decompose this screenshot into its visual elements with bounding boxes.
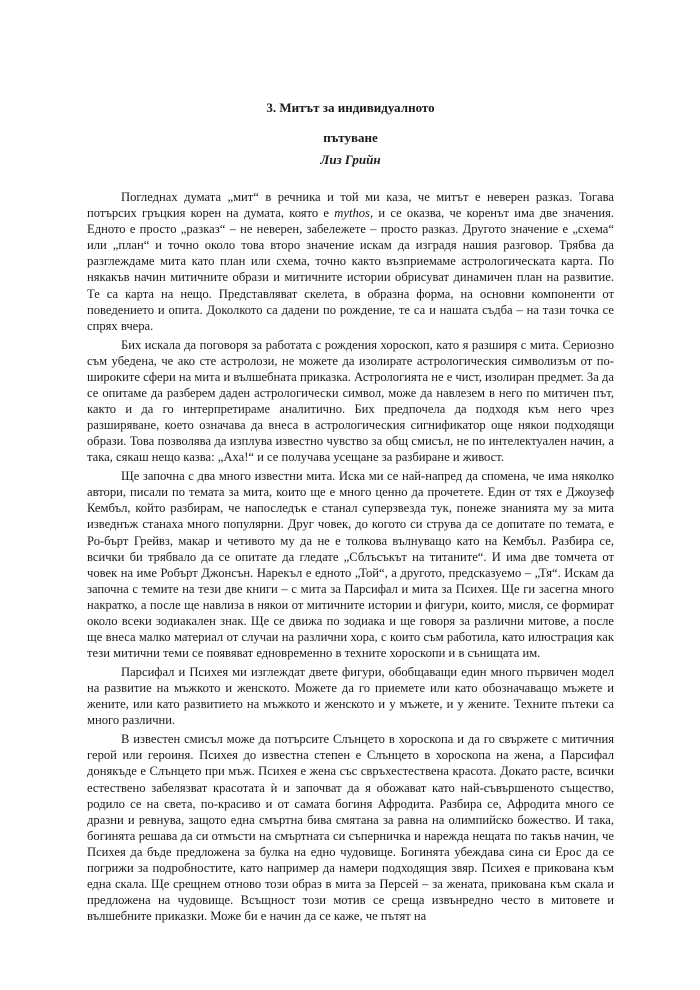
body-text	[87, 189, 614, 924]
paragraph-1-italic-word: mythos,	[334, 206, 374, 221]
chapter-title: 3. Митът за индивидуалното	[266, 100, 435, 115]
chapter-subtitle: пътуване	[323, 130, 378, 145]
paragraph-2: Бих искала да поговоря за работата с рождения хороскоп, като я разширя с мита. Сериозно съм убедена, че ако сте астролози, не можете да изолирате астрологическия символизъм от по-широките сфери на мита и вълшебната приказка. Астрологията не е чист, изолиран предмет. За да се опитаме да разберем даден астрологически символ, може да навлезем в него по митичен път, както и да го интерпретираме аналитично. Бих предпочела да подходя към него чрез разширяване, което означава да внеса в астрологическия сигнификатор още някои подходящи образи. Това позволява да изплува известно чувство за общ смисъл, не по интелектуален начин, а така, сякаш нещо казва: „Аха!“ и се получава усещане за разбиране и живост.	[87, 337, 614, 465]
paragraph-1-text-after: и се оказва, че коренът има две значения. Едното е просто „разказ“ – не неверен, забележете – просто разказ. Другото значение е „схема“ или „план“ и точно около това второ значение искам да изградя нашия разговор. Трябва да разглеждаме мита като план или схема, точно както възприемаме астрологическата карта. По някакъв начин митичните образи и митичните истории обрисуват динамичен план на развитие. Те са карта на нещо. Представляват скелета, в образна форма, на основни компоненти от поведението и опита. Доколкото са дадени по рождение, те са и нашата съдба – на тази точка се спрях вчера.	[87, 206, 615, 333]
paragraph-4: Парсифал и Психея ми изглеждат двете фигури, обобщаващи един много първичен модел на развитие на мъжкото и женското. Можете да го приемете или като обозначаващо мъжете и жените, или като развитието на мъжкото и женското и у мъжете, и у жените. Техните пътеки са много различни.	[87, 665, 614, 728]
paragraph-1	[87, 189, 614, 334]
paragraph-3: Ще започна с два много известни мита. Иска ми се най-напред да спомена, че има няколко автори, писали по темата за мита, които ще е много ценно да прочетете. Един от тях е Джоузеф Кембъл, който разбирам, че напоследък е станал суперзвезда тук, понеже знанията му за мита изведнъж станаха много популярни. Друг човек, до когото си струва да се допитате по темата, е Ро-бърт Грейвз, макар и четивото му да не е толкова вълнуващо като на Кембъл. Разбира се, всички би трябвало да се опитате да гледате „Сблъсъкът на титаните“. И има две томчета от човек на име Робърт Джонсън. Нарекъл е едното „Той“, а другото, предсказуемо – „Тя“. Искам да започна с темите на тези две книги – с мита за Парсифал и мита за Психея. Ще ги засегна много накратко, а после ще навлиза в някои от митичните истории и фигури, които, мисля, се формират около всеки зодиакален знак. Ще се движа по зодиака и ще говоря за различни митове, а после ще внеса малко материал от случаи на различни хора, с които съм работила, като илюстрация как тези митични теми се появяват едновременно в техните хороскопи и в сънищата им.	[87, 469, 614, 661]
paragraph-5: В известен смисъл може да потърсите Слънцето в хороскопа и да го свържете с митичния герой или героиня. Психея до известна степен е Слънцето в хороскопа на жена, а Парсифал донякъде е Слънцето при мъж. Психея е жена със свръхестествена красота. Докато расте, всички естествено забелязват красотата ѝ и започват да я обожават като най-съвършеното същество, родило се на света, по-красиво и от самата богиня Афродита. Разбира се, Афродита много се дразни и ревнува, защото една смъртна бива смятана за равна на олимпийско божество. И така, богинята решава да си отмъсти на смъртната си съперничка и нарежда нещата по такъв начин, че Психея да бъде предложена за булка на едно чудовище. Богинята убеждава сина си Ерос да се погрижи за подробностите, като например да намери подходящия звяр. Психея е прикована към една скала. Ще срещнем отново този образ в мита за Персей – за жената, прикована към скала и предложена на чудовище. Всъщност този мотив се среща извънредно често в митовете и вълшебните приказки. Може би е начин да се каже, че пътят на	[87, 732, 614, 924]
author-name: Лиз Грийн	[320, 152, 381, 167]
paragraph-1-text-before: Погледнах думата „мит“ в речника и той ми каза, че митът е неверен разказ. Тогава потърсих гръцкия корен на думата, която е	[87, 190, 614, 221]
